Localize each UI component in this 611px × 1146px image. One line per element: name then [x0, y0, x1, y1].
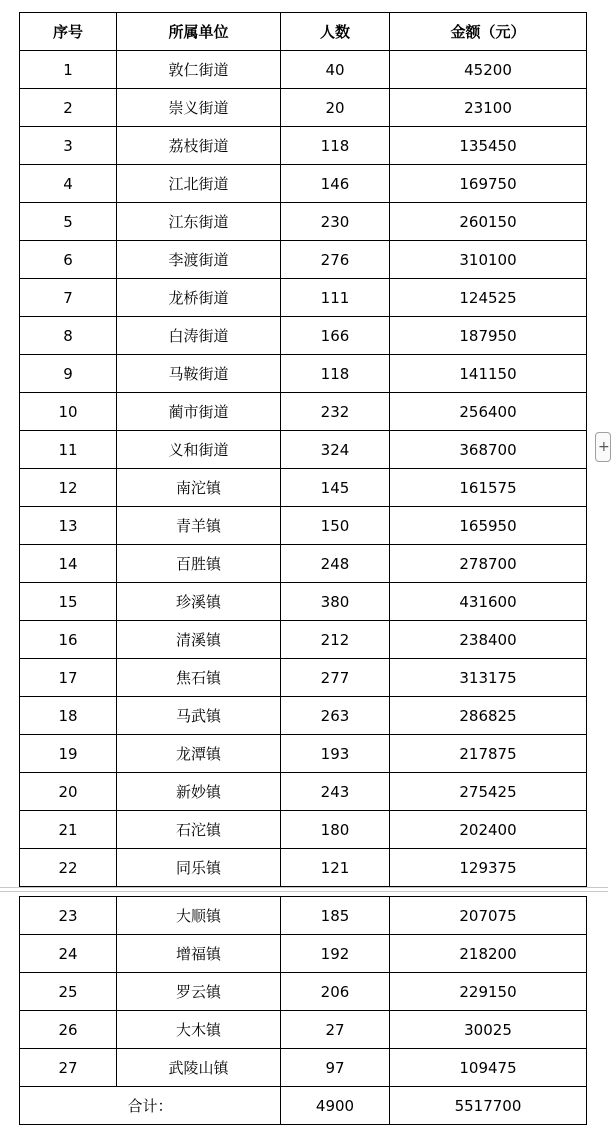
table-row — [20, 897, 587, 935]
cell-count: 324 — [281, 431, 390, 469]
cell-unit: 大木镇 — [117, 1011, 281, 1049]
table-row — [20, 507, 587, 545]
table-row — [20, 1011, 587, 1049]
total-amount: 5517700 — [390, 1087, 587, 1125]
table-row — [20, 469, 587, 507]
table-row — [20, 355, 587, 393]
table-row — [20, 317, 587, 355]
table-row — [20, 127, 587, 165]
table-row — [20, 545, 587, 583]
cell-count: 206 — [281, 973, 390, 1011]
cell-count: 145 — [281, 469, 390, 507]
cell-amount: 161575 — [390, 469, 587, 507]
cell-unit: 义和街道 — [117, 431, 281, 469]
cell-index: 18 — [20, 697, 117, 735]
table-row — [20, 935, 587, 973]
cell-unit: 石沱镇 — [117, 811, 281, 849]
cell-count: 263 — [281, 697, 390, 735]
cell-index: 20 — [20, 773, 117, 811]
cell-amount: 207075 — [390, 897, 587, 935]
cell-count: 276 — [281, 241, 390, 279]
cell-unit: 百胜镇 — [117, 545, 281, 583]
cell-count: 248 — [281, 545, 390, 583]
cell-index: 12 — [20, 469, 117, 507]
cell-count: 118 — [281, 127, 390, 165]
cell-index: 13 — [20, 507, 117, 545]
table-row — [20, 165, 587, 203]
cell-amount: 286825 — [390, 697, 587, 735]
cell-amount: 187950 — [390, 317, 587, 355]
cell-amount: 278700 — [390, 545, 587, 583]
table-row — [20, 393, 587, 431]
cell-amount: 141150 — [390, 355, 587, 393]
table-row — [20, 621, 587, 659]
cell-amount: 256400 — [390, 393, 587, 431]
cell-amount: 135450 — [390, 127, 587, 165]
cell-unit: 江东街道 — [117, 203, 281, 241]
cell-index: 7 — [20, 279, 117, 317]
table-row — [20, 51, 587, 89]
header-unit: 所属单位 — [117, 13, 281, 51]
cell-index: 21 — [20, 811, 117, 849]
table-row — [20, 973, 587, 1011]
cell-amount: 109475 — [390, 1049, 587, 1087]
cell-count: 121 — [281, 849, 390, 887]
cell-unit: 马鞍街道 — [117, 355, 281, 393]
cell-unit: 白涛街道 — [117, 317, 281, 355]
header-amount: 金额（元） — [390, 13, 587, 51]
table-row — [20, 431, 587, 469]
page-break-separator — [0, 885, 608, 895]
table-row — [20, 241, 587, 279]
total-row — [20, 1087, 587, 1125]
cell-count: 20 — [281, 89, 390, 127]
cell-index: 16 — [20, 621, 117, 659]
cell-index: 15 — [20, 583, 117, 621]
cell-count: 192 — [281, 935, 390, 973]
cell-amount: 23100 — [390, 89, 587, 127]
cell-unit: 武陵山镇 — [117, 1049, 281, 1087]
cell-count: 193 — [281, 735, 390, 773]
cell-unit: 李渡街道 — [117, 241, 281, 279]
cell-amount: 260150 — [390, 203, 587, 241]
table-row — [20, 659, 587, 697]
cell-amount: 238400 — [390, 621, 587, 659]
cell-unit: 增福镇 — [117, 935, 281, 973]
table-row — [20, 583, 587, 621]
cell-unit: 南沱镇 — [117, 469, 281, 507]
cell-unit: 敦仁街道 — [117, 51, 281, 89]
table-row — [20, 1049, 587, 1087]
cell-amount: 275425 — [390, 773, 587, 811]
cell-unit: 珍溪镇 — [117, 583, 281, 621]
cell-index: 23 — [20, 897, 117, 935]
cell-unit: 青羊镇 — [117, 507, 281, 545]
add-row-plus-icon[interactable]: + — [595, 432, 611, 462]
cell-index: 26 — [20, 1011, 117, 1049]
cell-count: 232 — [281, 393, 390, 431]
cell-index: 24 — [20, 935, 117, 973]
cell-amount: 368700 — [390, 431, 587, 469]
cell-count: 118 — [281, 355, 390, 393]
cell-index: 27 — [20, 1049, 117, 1087]
cell-amount: 202400 — [390, 811, 587, 849]
cell-amount: 229150 — [390, 973, 587, 1011]
cell-index: 22 — [20, 849, 117, 887]
header-count: 人数 — [281, 13, 390, 51]
cell-amount: 124525 — [390, 279, 587, 317]
table-header-row — [20, 13, 587, 51]
cell-index: 10 — [20, 393, 117, 431]
table-row — [20, 89, 587, 127]
subsidy-table-part1 — [19, 12, 587, 887]
cell-amount: 310100 — [390, 241, 587, 279]
cell-index: 5 — [20, 203, 117, 241]
cell-count: 150 — [281, 507, 390, 545]
cell-unit: 新妙镇 — [117, 773, 281, 811]
cell-index: 2 — [20, 89, 117, 127]
subsidy-table-part2 — [19, 896, 587, 1125]
cell-unit: 龙潭镇 — [117, 735, 281, 773]
cell-count: 97 — [281, 1049, 390, 1087]
cell-index: 8 — [20, 317, 117, 355]
cell-count: 27 — [281, 1011, 390, 1049]
cell-index: 25 — [20, 973, 117, 1011]
cell-amount: 313175 — [390, 659, 587, 697]
cell-amount: 431600 — [390, 583, 587, 621]
cell-count: 40 — [281, 51, 390, 89]
cell-unit: 马武镇 — [117, 697, 281, 735]
cell-index: 4 — [20, 165, 117, 203]
cell-count: 230 — [281, 203, 390, 241]
cell-count: 146 — [281, 165, 390, 203]
cell-amount: 129375 — [390, 849, 587, 887]
cell-unit: 荔枝街道 — [117, 127, 281, 165]
cell-unit: 龙桥街道 — [117, 279, 281, 317]
table-row — [20, 735, 587, 773]
cell-index: 19 — [20, 735, 117, 773]
total-label: 合计： — [20, 1087, 281, 1125]
cell-unit: 焦石镇 — [117, 659, 281, 697]
cell-unit: 罗云镇 — [117, 973, 281, 1011]
cell-amount: 218200 — [390, 935, 587, 973]
cell-count: 243 — [281, 773, 390, 811]
cell-amount: 165950 — [390, 507, 587, 545]
cell-index: 3 — [20, 127, 117, 165]
cell-index: 17 — [20, 659, 117, 697]
cell-count: 380 — [281, 583, 390, 621]
cell-amount: 30025 — [390, 1011, 587, 1049]
cell-unit: 蔺市街道 — [117, 393, 281, 431]
table-row — [20, 773, 587, 811]
cell-count: 111 — [281, 279, 390, 317]
table-row — [20, 849, 587, 887]
table-row — [20, 811, 587, 849]
cell-count: 185 — [281, 897, 390, 935]
cell-amount: 169750 — [390, 165, 587, 203]
header-index: 序号 — [20, 13, 117, 51]
cell-index: 1 — [20, 51, 117, 89]
cell-index: 14 — [20, 545, 117, 583]
cell-count: 212 — [281, 621, 390, 659]
cell-index: 11 — [20, 431, 117, 469]
cell-unit: 崇义街道 — [117, 89, 281, 127]
table-row — [20, 697, 587, 735]
total-count: 4900 — [281, 1087, 390, 1125]
table-row — [20, 203, 587, 241]
cell-amount: 217875 — [390, 735, 587, 773]
cell-index: 6 — [20, 241, 117, 279]
cell-index: 9 — [20, 355, 117, 393]
table-row — [20, 279, 587, 317]
cell-unit: 大顺镇 — [117, 897, 281, 935]
cell-count: 277 — [281, 659, 390, 697]
cell-unit: 同乐镇 — [117, 849, 281, 887]
cell-unit: 清溪镇 — [117, 621, 281, 659]
cell-count: 166 — [281, 317, 390, 355]
cell-amount: 45200 — [390, 51, 587, 89]
cell-unit: 江北街道 — [117, 165, 281, 203]
cell-count: 180 — [281, 811, 390, 849]
